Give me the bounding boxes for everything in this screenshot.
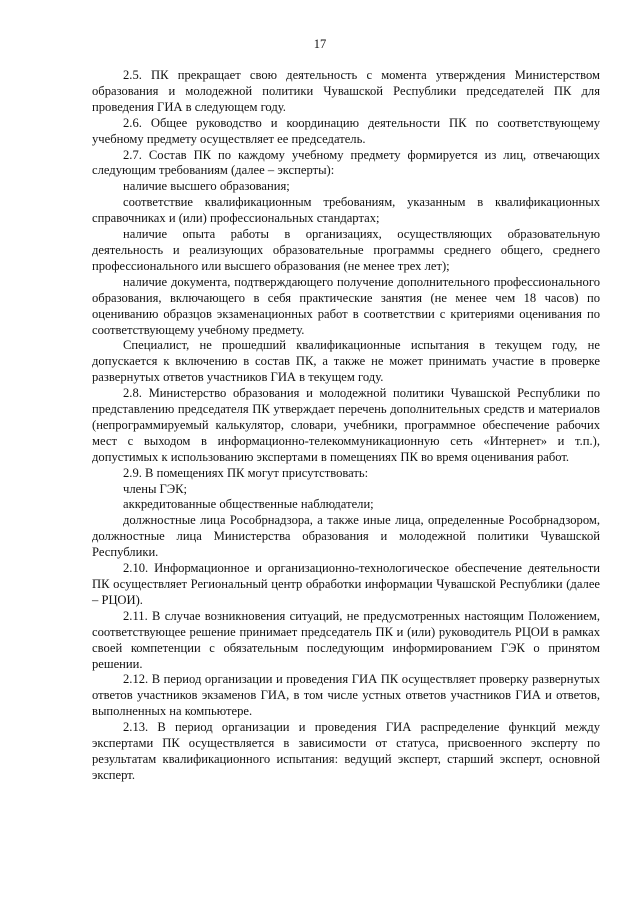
requirement-higher-education: наличие высшего образования;	[123, 179, 290, 194]
paragraph-2-13: 2.13. В период организации и проведения ГИА распределение функций между экспертами ПК осуществляется в зависимости от статуса, присвоенного эксперту по результатам квалификационного испытания: ведущий эксперт, старший эксперт, основной эксперт.	[92, 720, 600, 782]
paragraph-2-6: 2.6. Общее руководство и координацию деятельности ПК по соответствующему учебному предмету осуществляет ее председатель.	[92, 115, 600, 146]
attendee-observers: аккредитованные общественные наблюдатели;	[123, 497, 374, 512]
document-body	[92, 68, 600, 784]
paragraph-2-9: 2.9. В помещениях ПК могут присутствовать:	[123, 465, 369, 480]
paragraph-2-12: 2.12. В период организации и проведения ГИА ПК осуществляет проверку развернутых ответов участников экзаменов ГИА, в том числе устных ответов участников ГИА и ответов, выполненных на компьютере.	[92, 672, 600, 719]
requirement-additional-education: наличие документа, подтверждающего получение дополнительного профессионального образования, включающего в себя практические занятия (не менее чем 18 часов) по оцениванию образцов экзаменационных работ в соответствии с критериями оценивания по соответствующему учебному предмету.	[92, 274, 600, 337]
paragraph-2-11: 2.11. В случае возникновения ситуаций, не предусмотренных настоящим Положением, соответствующее решение принимает председатель ПК и (или) руководитель РЦОИ в рамках своей компетенции с обязательным последующим информированием ГЭК о принятом решении.	[92, 608, 600, 671]
paragraph-2-5: 2.5. ПК прекращает свою деятельность с момента утверждения Министерством образования и молодежной политики Чувашской Республики председателей ПК для проведения ГИА в следующем году.	[92, 68, 600, 114]
attendee-officials: должностные лица Рособрнадзора, а также иные лица, определенные Рособрнадзором, должностные лица Министерства образования и молодежной политики Чувашской Республики.	[92, 513, 600, 560]
page-number: 17	[313, 37, 327, 51]
requirement-work-experience: наличие опыта работы в организациях, осуществляющих образовательную деятельность и реализующих образовательные программы среднего общего, среднего профессионального или высшего образования (не менее трех лет);	[92, 227, 600, 273]
paragraph-2-7: 2.7. Состав ПК по каждому учебному предмету формируется из лиц, отвечающих следующим требованиям (далее – эксперты):	[92, 147, 600, 178]
paragraph-specialist-not-passed: Специалист, не прошедший квалификационные испытания в текущем году, не допускается к включению в состав ПК, а также не может принимать участие в проверке развернутых ответов участников ГИА в текущем году.	[92, 338, 600, 385]
paragraph-2-10: 2.10. Информационное и организационно-технологическое обеспечение деятельности ПК осуществляет Региональный центр обработки информации Чувашской Республики (далее – РЦОИ).	[92, 561, 600, 607]
attendee-gek-members: члены ГЭК;	[123, 481, 188, 496]
paragraph-2-8: 2.8. Министерство образования и молодежной политики Чувашской Республики по представлению председателя ПК утверждает перечень дополнительных средств и материалов (непрограммируемый калькулятор, словари, учебники, программное обеспечение рабочих мест с выходом в информационно-телекоммуникационную сеть «Интернет» и т.п.), допустимых к использованию экспертами в помещениях ПК во время оценивания работ.	[92, 386, 600, 464]
requirement-qualification: соответствие квалификационным требованиям, указанным в квалификационных справочниках и (или) профессиональных стандартах;	[92, 195, 600, 226]
